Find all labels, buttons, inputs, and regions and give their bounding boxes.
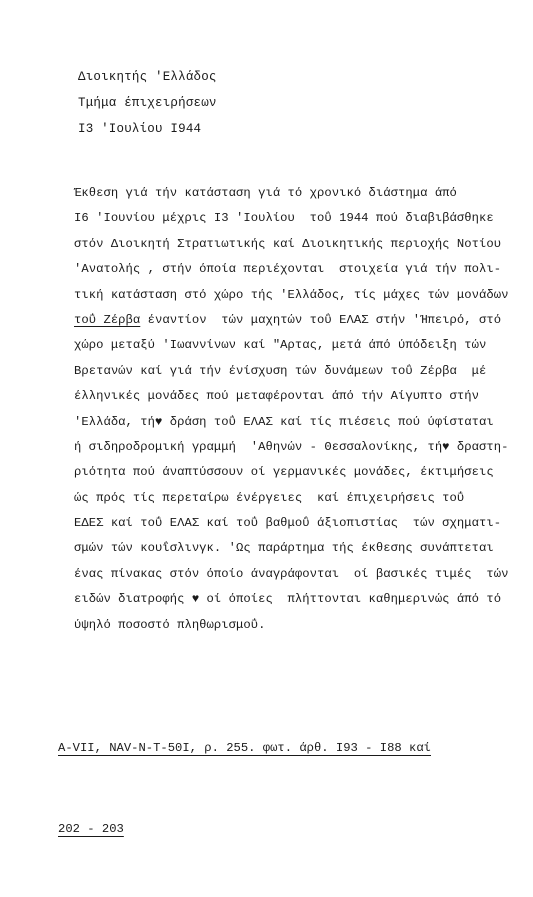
document-body (74, 181, 514, 638)
body-line-text: ΕΔΕΣ καί τοΰ ΕΛΑΣ καί τοΰ βαθμοΰ άξιοπιστίας τών σχηματι- (74, 516, 502, 531)
body-line-text: 'Ανατολής , στήν όποία περιέχονται στοιχεία γιά τήν πολι- (74, 262, 502, 277)
body-line (74, 486, 514, 511)
body-line-text: ριότητα πού άναπτύσσουν οί γερμανικές μονάδες, έκτιμήσεις (74, 465, 494, 480)
body-line-text: χώρο μεταξύ 'Ιωαννίνων καί "Αρτας, μετά άπό ύπόδειξη τών (74, 338, 487, 353)
body-line (74, 257, 514, 282)
body-line-text: ύψηλό ποσοστό πληθωρισμοΰ. (74, 617, 266, 632)
body-line (74, 384, 514, 409)
document-header (78, 64, 217, 142)
source-line-2: 202 - 203 (58, 822, 124, 836)
body-line-text: ή σιδηροδρομική γραμμή 'Αθηνών - Θεσσαλονίκης, τή♥ δραστη- (74, 439, 509, 454)
body-line (74, 232, 514, 257)
body-line-text: έναντίον τών μαχητών τοΰ ΕΛΑΣ στήν 'Ήπειρό, στό (140, 312, 502, 327)
body-line-text: 'Ελλάδα, τή♥ δράση τοΰ ΕΛΑΣ καί τίς πιέσεις πού ύφίσταται (74, 414, 494, 429)
header-authority: Διοικητής 'Ελλάδος (78, 70, 217, 84)
body-line (74, 359, 514, 384)
body-line (74, 511, 514, 536)
body-line-text: στόν Διοικητή Στρατιωτικής καί Διοικητικής περιοχής Νοτίου (74, 236, 502, 251)
body-line-text: έλληνικές μονάδες πού μεταφέρονται άπό τήν Αίγυπτο στήν (74, 389, 480, 404)
body-line-text: Βρετανών καί γιά τήν ένίσχυση τών δυνάμεων τοΰ Ζέρβα μέ (74, 363, 487, 378)
body-line (74, 435, 514, 460)
body-line (74, 536, 514, 561)
body-line-text: σμών τών κουΐσλινγκ. 'Ως παράρτημα τής έκθεσης συνάπτεται (74, 541, 494, 556)
header-date: I3 'Ιουλίου I944 (78, 122, 202, 136)
body-line (74, 283, 514, 308)
source-line-1: A-VII, NAV-N-T-50I, ρ. 255. φωτ. άρθ. I93 - I88 καί (58, 741, 431, 755)
body-line-text: τική κατάσταση στό χώρο τής 'Ελλάδος, τίς μάχες τών μονάδων (74, 287, 509, 302)
body-line-text: ώς πρός τίς περεταίρω ένέργειες καί έπιχειρήσεις τοΰ (74, 490, 465, 505)
body-line (74, 587, 514, 612)
body-line (74, 460, 514, 485)
body-line (74, 613, 514, 638)
header-department: Τμήμα έπιχειρήσεων (78, 96, 217, 110)
body-line-underlined-text: τοΰ Ζέρβα (74, 312, 141, 327)
body-line (74, 333, 514, 358)
body-line (74, 308, 514, 333)
body-line (74, 181, 514, 206)
body-line-text: Έκθεση γιά τήν κατάσταση γιά τό χρονικό διάστημα άπό (74, 186, 457, 200)
source-reference (58, 681, 431, 897)
body-line (74, 206, 514, 231)
body-line (74, 562, 514, 587)
body-line-text: ειδών διατροφής ♥ οί όποίες πλήττονται καθημερινώς άπό τό (74, 592, 502, 607)
body-line-text: I6 'Ιουνίου μέχρις I3 'Ιουλίου τοΰ 1944 πού διαβιβάσθηκε (74, 211, 494, 226)
body-line (74, 410, 514, 435)
body-line-text: ένας πίνακας στόν όποίο άναγράφονται οί βασικές τιμές τών (74, 566, 509, 581)
